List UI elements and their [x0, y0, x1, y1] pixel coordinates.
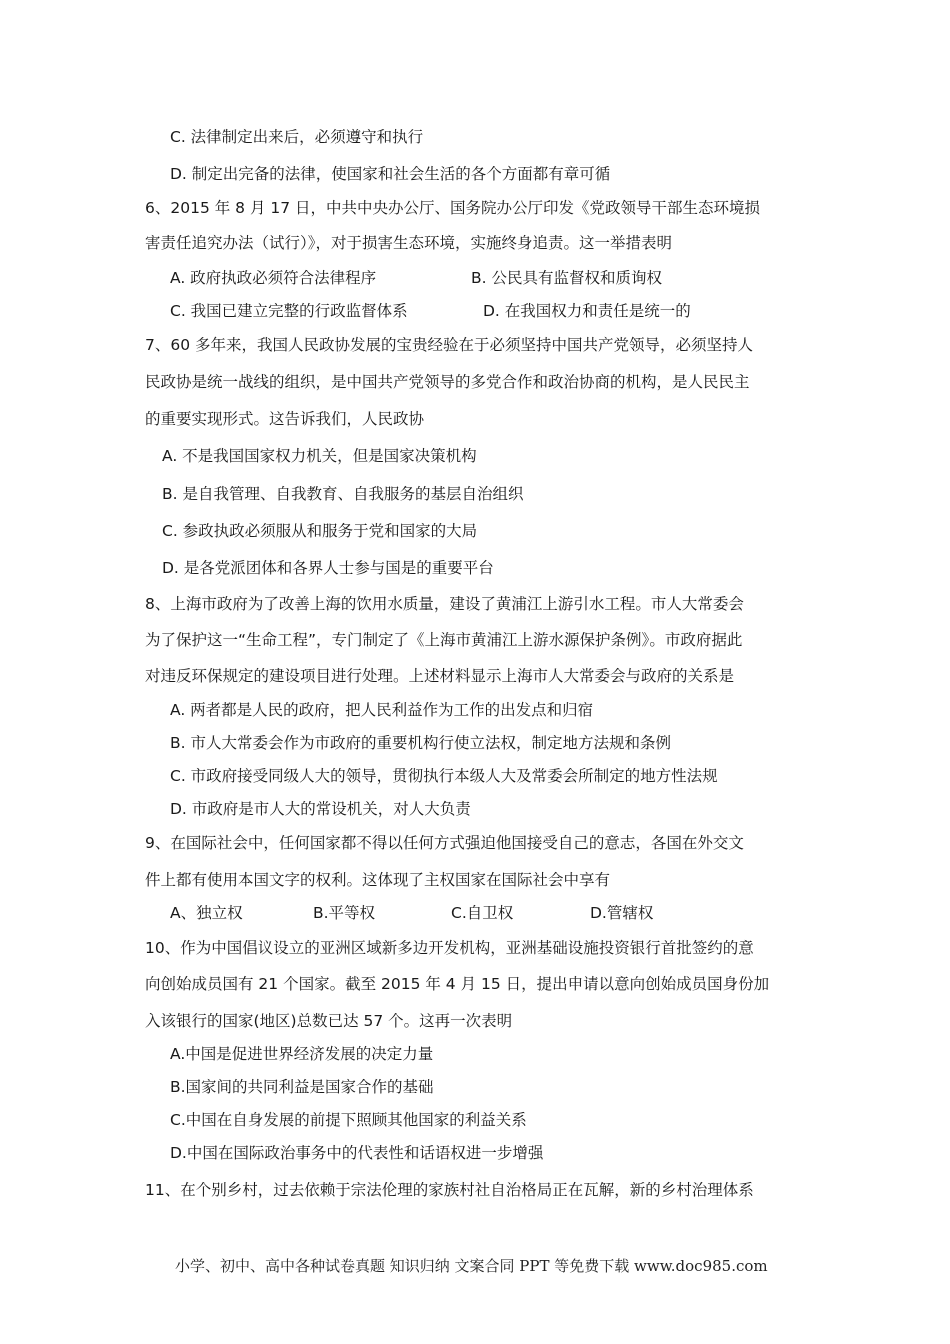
q7-option-a: A. 不是我国国家权力机关，但是国家决策机构: [162, 447, 477, 465]
q8-option-a: A. 两者都是人民的政府，把人民利益作为工作的出发点和归宿: [170, 701, 594, 719]
q10-stem-line3: 入该银行的国家(地区)总数已达 57 个。这再一次表明: [145, 1012, 513, 1030]
q7-option-b: B. 是自我管理、自我教育、自我服务的基层自治组织: [162, 485, 524, 503]
q6-option-c: C. 我国已建立完整的行政监督体系: [170, 302, 408, 320]
q6-stem-line1: 6、2015 年 8 月 17 日，中共中央办公厅、国务院办公厅印发《党政领导干部生态环境损: [145, 199, 761, 217]
q7-option-c: C. 参政执政必须服从和服务于党和国家的大局: [162, 522, 478, 540]
q9-option-d: D.管辖权: [590, 904, 654, 922]
q10-option-d: D.中国在国际政治事务中的代表性和话语权进一步增强: [170, 1144, 544, 1162]
q10-stem-line1: 10、作为中国倡议设立的亚洲区域新多边开发机构，亚洲基础设施投资银行首批签约的意: [145, 939, 754, 957]
q9-stem-line2: 件上都有使用本国文字的权利。这体现了主权国家在国际社会中享有: [145, 871, 611, 889]
q8-option-d: D. 市政府是市人大的常设机关，对人大负责: [170, 800, 471, 818]
q6-option-a: A. 政府执政必须符合法律程序: [170, 269, 377, 287]
q5-option-c: C. 法律制定出来后，必须遵守和执行: [170, 128, 424, 146]
q6-stem-line2: 害责任追究办法（试行）》，对于损害生态环境，实施终身追责。这一举措表明: [145, 234, 673, 252]
q10-option-b: B.国家间的共同利益是国家合作的基础: [170, 1078, 434, 1096]
page-footer: 小学、初中、高中各种试卷真题 知识归纳 文案合同 PPT 等免费下载 www.doc985.com: [175, 1257, 768, 1275]
q10-option-a: A.中国是促进世界经济发展的决定力量: [170, 1045, 434, 1063]
q9-option-c: C.自卫权: [451, 904, 514, 922]
q8-stem-line1: 8、上海市政府为了改善上海的饮用水质量，建设了黄浦江上游引水工程。市人大常委会: [145, 595, 744, 613]
q9-option-b: B.平等权: [313, 904, 376, 922]
q9-stem-line1: 9、在国际社会中，任何国家都不得以任何方式强迫他国接受自己的意志，各国在外交文: [145, 834, 744, 852]
q11-stem-line1: 11、在个别乡村，过去依赖于宗法伦理的家族村社自治格局正在瓦解，新的乡村治理体系: [145, 1181, 754, 1199]
q10-option-c: C.中国在自身发展的前提下照顾其他国家的利益关系: [170, 1111, 527, 1129]
q8-option-c: C. 市政府接受同级人大的领导，贯彻执行本级人大及常委会所制定的地方性法规: [170, 767, 718, 785]
q7-stem-line3: 的重要实现形式。这告诉我们，人民政协: [145, 410, 425, 428]
q6-option-b: B. 公民具有监督权和质询权: [471, 269, 662, 287]
q7-option-d: D. 是各党派团体和各界人士参与国是的重要平台: [162, 559, 494, 577]
q7-stem-line1: 7、60 多年来，我国人民政协发展的宝贵经验在于必须坚持中国共产党领导，必须坚持人: [145, 336, 754, 354]
q6-option-d: D. 在我国权力和责任是统一的: [483, 302, 691, 320]
q9-option-a: A、独立权: [170, 904, 243, 922]
q8-stem-line3: 对违反环保规定的建设项目进行处理。上述材料显示上海市人大常委会与政府的关系是: [145, 667, 735, 685]
q10-stem-line2: 向创始成员国有 21 个国家。截至 2015 年 4 月 15 日，提出申请以意向创始成员国身份加: [145, 975, 770, 993]
q8-stem-line2: 为了保护这一“生命工程”，专门制定了《上海市黄浦江上游水源保护条例》。市政府据此: [145, 631, 743, 649]
q7-stem-line2: 民政协是统一战线的组织，是中国共产党领导的多党合作和政治协商的机构，是人民民主: [145, 373, 750, 391]
q8-option-b: B. 市人大常委会作为市政府的重要机构行使立法权，制定地方法规和条例: [170, 734, 671, 752]
q5-option-d: D. 制定出完备的法律，使国家和社会生活的各个方面都有章可循: [170, 165, 611, 183]
